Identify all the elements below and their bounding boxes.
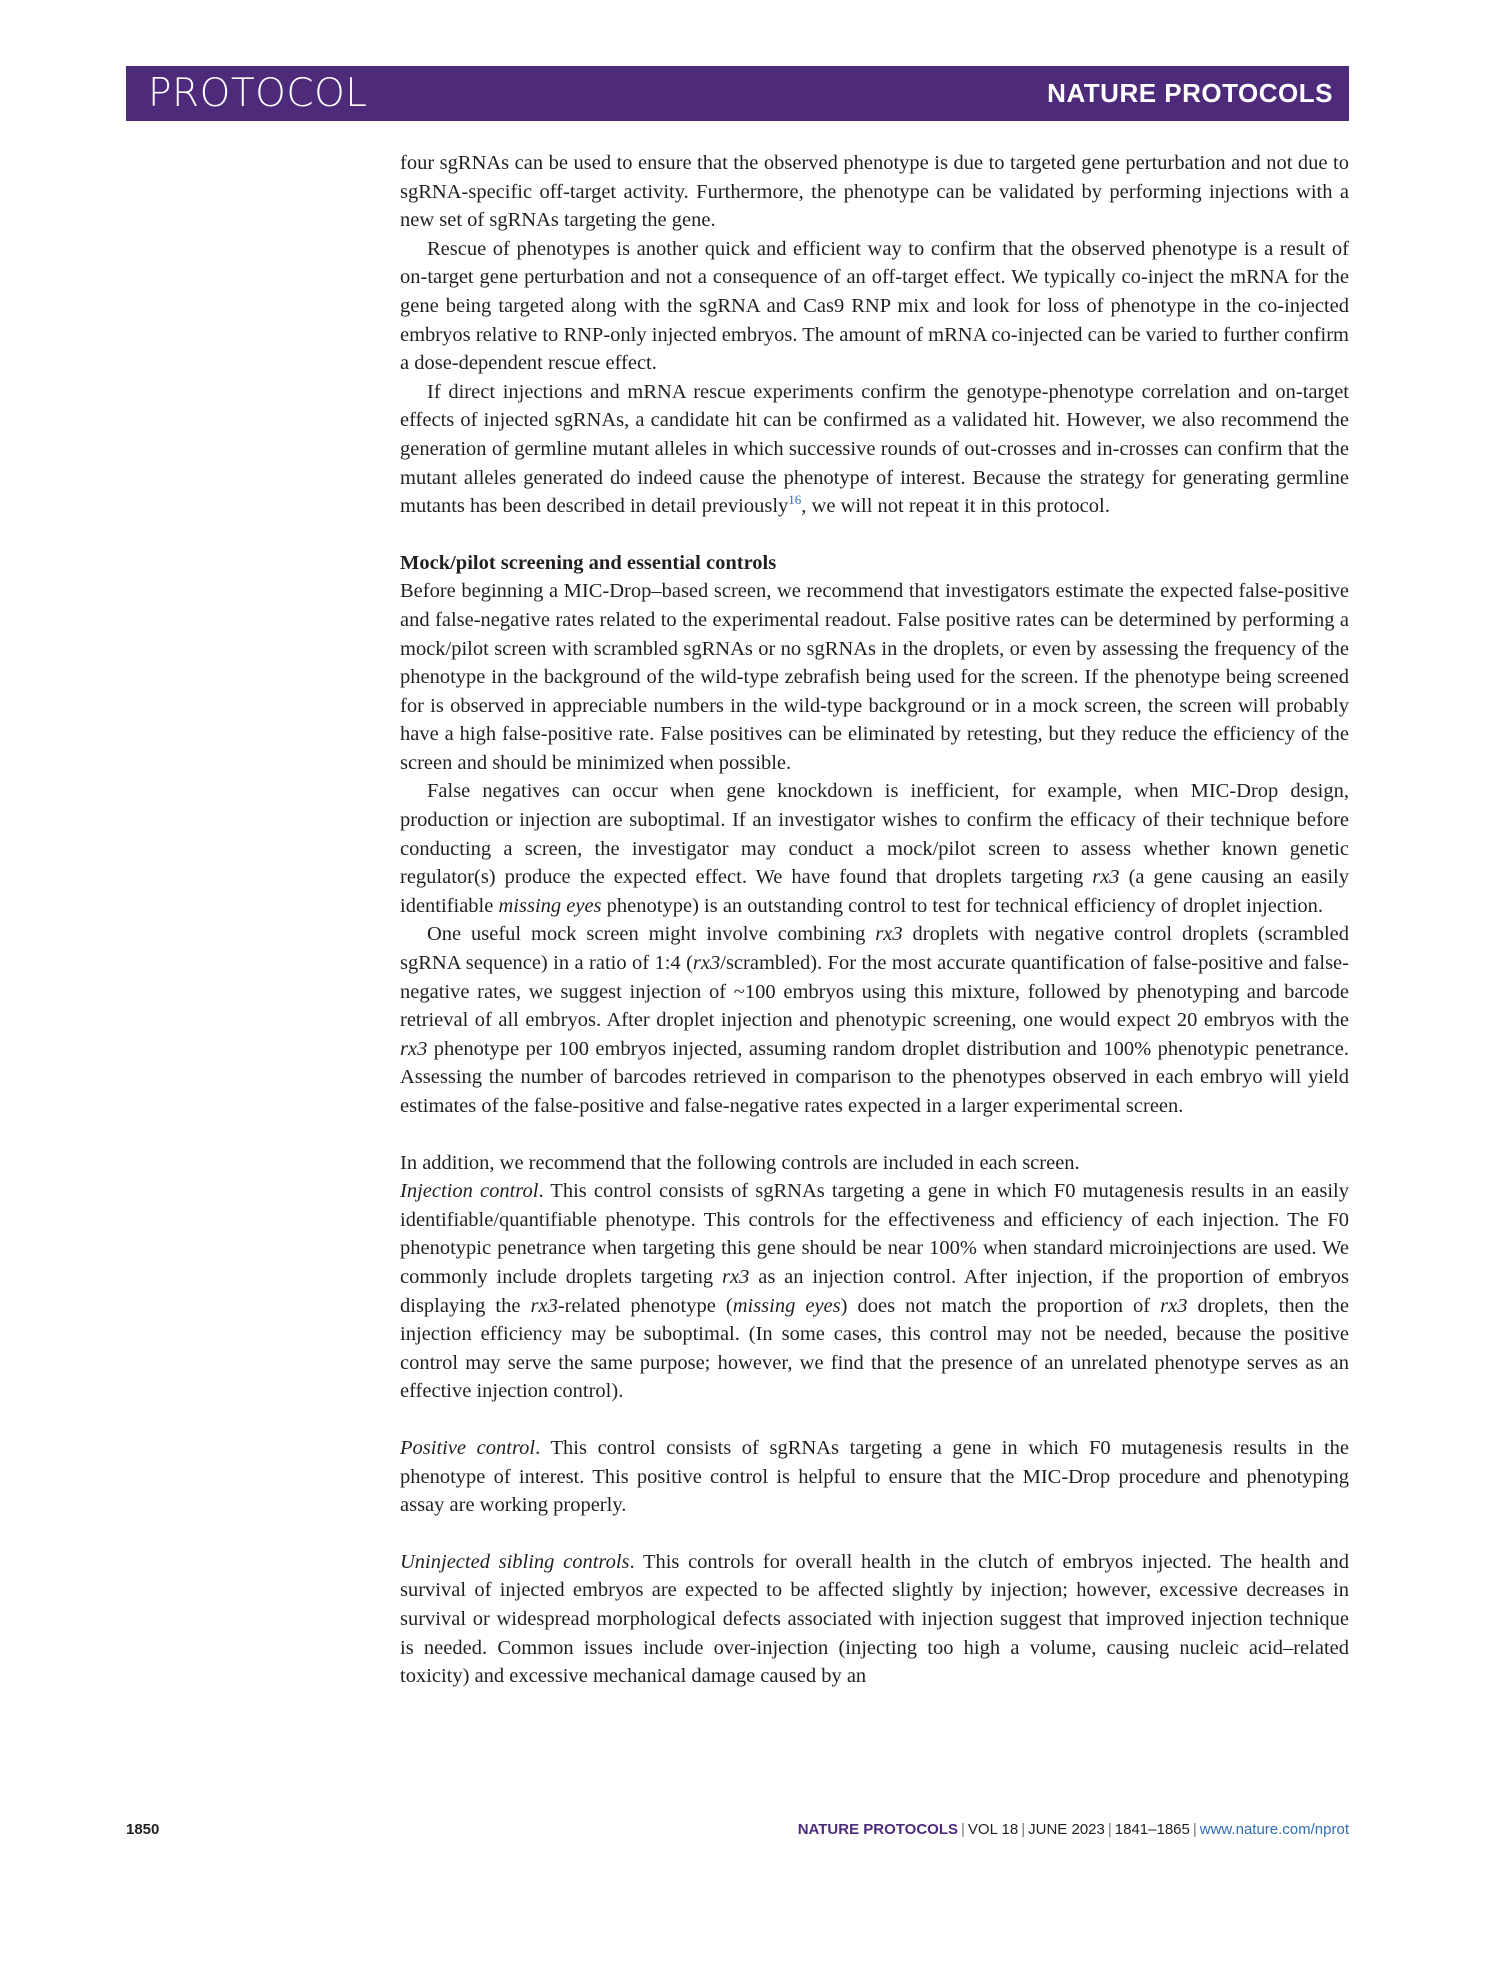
paragraph: In addition, we recommend that the following controls are included in each screen. [400, 1151, 1080, 1174]
paragraph: four sgRNAs can be used to ensure that the observed phenotype is due to targeted gene perturbation and not due to sgRNA-specific off-target activity. Furthermore, the phenotype can be validated by performing injections with a new set of sgRNAs targeting the gene. [400, 152, 1349, 232]
separator: | [961, 1821, 965, 1838]
paragraph: False negatives can occur when gene knockdown is inefficient, for example, when MIC-Drop design, production or injection are suboptimal. If an investigator wishes to confirm the efficacy of their technique before conducting a screen, the investigator may conduct a mock/pilot screen to assess whether known genetic regulator(s) produce the expected effect. We have found that droplets targeting rx3 (a gene causing an easily identifiable missing eyes phenotype) is an outstanding control to test for technical efficiency of droplet injection. [400, 780, 1349, 917]
header-bar [126, 66, 1349, 121]
footer-citation [798, 1821, 1349, 1838]
paragraph-injection-control: Injection control. This control consists of sgRNAs targeting a gene in which F0 mutagenesis results in an easily identifiable/quantifiable phenotype. This controls for the effectiveness and efficiency of each injection. The F0 phenotypic penetrance when targeting this gene should be near 100% when standard microinjections are used. We commonly include droplets targeting rx3 as an injection control. After injection, if the proportion of embryos displaying the rx3-related phenotype (missing eyes) does not match the proportion of rx3 droplets, then the injection efficiency may be suboptimal. (In some cases, this control may not be needed, because the positive control may serve the same purpose; however, we find that the presence of an unrelated phenotype serves as an effective injection control). [400, 1180, 1350, 1403]
separator: | [1107, 1821, 1112, 1838]
article-body [400, 149, 1349, 1691]
paragraph: If direct injections and mRNA rescue experiments confirm the genotype-phenotype correlation and on-target effects of injected sgRNAs, a candidate hit can be confirmed as a validated hit. However, we also recommend the generation of germline mutant alleles in which successive rounds of out-crosses and in-crosses can confirm that the mutant alleles generated do indeed cause the phenotype of interest. Because the strategy for generating germline mutants has been described in detail previously$^{16}$, we will not repeat it in this protocol. [400, 380, 1349, 518]
footer-journal: NATURE PROTOCOLS [797, 1821, 959, 1838]
paragraph-positive-control: Positive control. This control consists of sgRNAs targeting a gene in which F0 mutagenesis results in the phenotype of interest. This positive control is helpful to ensure that the MIC-Drop procedure and phenotyping assay are working properly. [400, 1436, 1350, 1517]
reference-link[interactable]: 16 [788, 492, 802, 508]
separator: | [1192, 1821, 1197, 1838]
page-number: 1850 [126, 1821, 160, 1838]
separator: | [1021, 1821, 1026, 1838]
paragraph: Rescue of phenotypes is another quick and efficient way to confirm that the observed phenotype is a result of on-target gene perturbation and not a consequence of an off-target effect. We typically co-inject the mRNA for the gene being targeted along with the sgRNA and Cas9 RNP mix and look for loss of phenotype in the co-injected embryos relative to RNP-only injected embryos. The amount of mRNA co-injected can be varied to further confirm a dose-dependent rescue effect. [400, 237, 1349, 375]
paragraph-uninjected-controls: Uninjected sibling controls. This controls for overall health in the clutch of embryos injected. The health and survival of injected embryos are expected to be affected slightly by injection; however, excessive decreases in survival or widespread morphological defects associated with injection suggest that improved injection technique is needed. Common issues include over-injection (injecting too high a volume, causing nucleic acid–related toxicity) and excessive mechanical damage caused by an [400, 1550, 1349, 1688]
footer-url-link[interactable]: www.nature.com/nprot [1199, 1821, 1349, 1838]
journal-name: NATURE PROTOCOLS [1047, 78, 1333, 108]
footer-pages: 1841–1865 [1114, 1821, 1190, 1838]
footer-date: JUNE 2023 [1028, 1821, 1105, 1838]
section-label: PROTOCOL [148, 71, 368, 116]
paragraph: One useful mock screen might involve combining rx3 droplets with negative control droplets (scrambled sgRNA sequence) in a ratio of 1:4 (rx3/scrambled). For the most accurate quantification of false-positive and false-negative rates, we suggest injection of ~100 embryos using this mixture, followed by phenotyping and barcode retrieval of all embryos. After droplet injection and phenotypic screening, one would expect 20 embryos with the rx3 phenotype per 100 embryos injected, assuming random droplet distribution and 100% phenotypic penetrance. Assessing the number of barcodes retrieved in comparison to the phenotypes observed in each embryo will yield estimates of the false-positive and false-negative rates expected in a larger experimental screen. [400, 923, 1349, 1117]
page-footer [126, 1821, 1349, 1845]
paragraph: Before beginning a MIC-Drop–based screen, we recommend that investigators estimate the expected false-positive and false-negative rates related to the experimental readout. False positive rates can be determined by performing a mock/pilot screen with scrambled sgRNAs or no sgRNAs in the droplets, or even by assessing the frequency of the phenotype in the background of the wild-type zebrafish being used for the screen. If the phenotype being screened for is observed in appreciable numbers in the wild-type background or in a mock screen, the screen will probably have a high false-positive rate. False positives can be eliminated by retesting, but they reduce the efficiency of the screen and should be minimized when possible. [400, 580, 1349, 774]
footer-volume: VOL 18 [967, 1821, 1019, 1838]
section-heading: Mock/pilot screening and essential controls [400, 551, 777, 574]
